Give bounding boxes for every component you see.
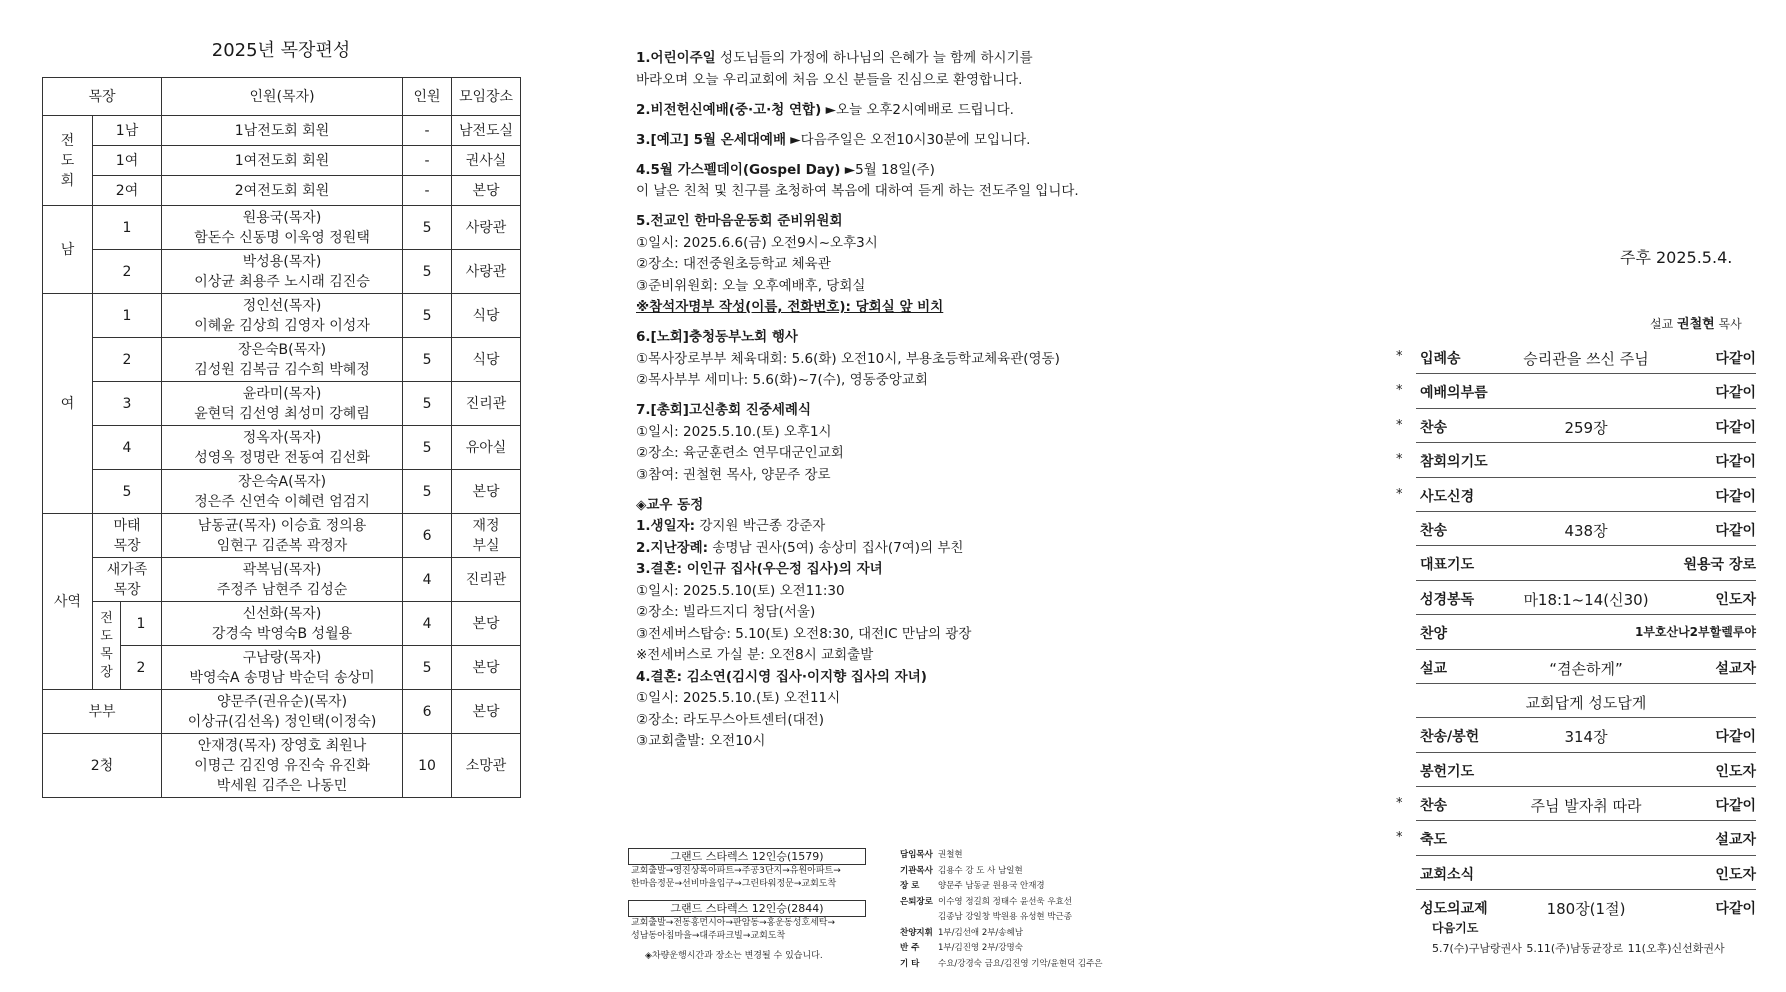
- order-leader: 다같이: [1715, 454, 1756, 471]
- staff-role: 장 로: [900, 881, 920, 891]
- staff-row: [900, 910, 1103, 926]
- order-label: 성도의교제: [1420, 901, 1488, 918]
- members-cell: 1여전도회 회원: [162, 146, 403, 176]
- order-detail: 259장: [1564, 418, 1608, 437]
- bus-route-2: [631, 917, 881, 943]
- members-cell: 양문주(권유순)(목자) 이상규(김선옥) 정인택(이정숙): [162, 690, 403, 734]
- members-cell: 곽복님(목자) 주정주 남현주 김성순: [162, 558, 403, 602]
- count-cell: 10: [403, 734, 452, 798]
- order-leader: 다같이: [1715, 385, 1756, 402]
- staff-row: [900, 864, 1103, 880]
- cell-table-title: 2025년 목장편성: [211, 40, 351, 61]
- cell-table: [42, 77, 521, 798]
- order-leader: 다같이: [1715, 901, 1756, 918]
- order-label: 참회의기도: [1420, 454, 1488, 471]
- order-leader: 다같이: [1715, 729, 1756, 746]
- news-heading: 3.결혼: 이인규 집사(우은정 집사)의 자녀: [636, 561, 883, 577]
- order-label: 찬송: [1420, 419, 1448, 436]
- count-cell: 6: [403, 514, 452, 558]
- news-heading: ◈교우 동정: [636, 496, 704, 513]
- sub-label: 1남: [93, 116, 162, 146]
- subgroup-label: 전 도 목 장: [93, 602, 121, 690]
- order-leader: 인도자: [1715, 866, 1756, 883]
- news-line: ①일시: 2025.5.10(토) 오전11:30: [636, 582, 845, 599]
- count-cell: -: [403, 176, 452, 206]
- place-cell: 본당: [452, 470, 521, 514]
- announcement-1: [636, 48, 1116, 70]
- count-cell: 5: [403, 294, 452, 338]
- order-label: 찬송: [1420, 522, 1448, 539]
- bus-route-line: 성남동아침마을→대주파크빌→교회도착: [631, 931, 786, 941]
- preacher-label: 설교: [1650, 317, 1674, 331]
- order-leader: 다같이: [1715, 522, 1756, 539]
- place-cell: 본당: [452, 602, 521, 646]
- members-cell: 정옥자(목자) 성영옥 정명란 전동여 김선화: [162, 426, 403, 470]
- staff-role: 담임목사: [900, 850, 933, 860]
- news-line: ②장소: 라도무스아트센터(대전): [636, 711, 824, 728]
- order-row: [1396, 478, 1756, 512]
- col-header-place: 모임장소: [452, 78, 521, 116]
- order-leader: 다같이: [1715, 488, 1756, 505]
- members-cell: 남동균(목자) 이승효 정의용 임현구 김준복 곽정자: [162, 514, 403, 558]
- staff-names: 1부/김선애 2부/송혜남: [938, 927, 1023, 938]
- count-cell: 5: [403, 206, 452, 250]
- place-cell: 남전도실: [452, 116, 521, 146]
- table-row: [43, 294, 521, 338]
- place-cell: 본당: [452, 176, 521, 206]
- news-label: 2.지난장례:: [636, 539, 709, 556]
- announcement-text: 이 날은 친척 및 친구를 초청하여 복음에 대하여 듣게 하는 전도주일 입니다.: [636, 183, 1079, 199]
- place-cell: 식당: [452, 338, 521, 382]
- announcement-line: ②장소: 육군훈련소 연무대군인교회: [636, 445, 844, 461]
- table-row: [43, 382, 521, 426]
- staff-row: [900, 879, 1103, 895]
- next-prayer-list: 5.7(수)구남랑권사 5.11(주)남동균장로 11(오후)신선화권사: [1432, 942, 1725, 955]
- order-detail: “겸손하게”: [1549, 659, 1623, 678]
- order-row: [1416, 856, 1756, 890]
- announcement-heading: 5.전교인 한마음운동회 준비위원회: [636, 213, 843, 229]
- col-header-members: 인원(목자): [162, 78, 403, 116]
- order-detail: 438장: [1564, 521, 1608, 540]
- group-label: 2청: [43, 734, 162, 798]
- order-row: [1416, 718, 1756, 752]
- sub-label: 2여: [93, 176, 162, 206]
- order-row: [1416, 650, 1756, 684]
- announcement-line: ③참여: 권철현 목사, 양문주 장로: [636, 466, 831, 483]
- news-line: ②장소: 빌라드지디 청담(서울): [636, 604, 816, 620]
- order-leader: 원용국 장로: [1683, 557, 1756, 574]
- bus-note: ◈차량운행시간과 장소는 변경될 수 있습니다.: [645, 951, 823, 961]
- order-label: 봉헌기도: [1420, 763, 1475, 780]
- col-header-count: 인원: [403, 78, 452, 116]
- news-heading: 4.결혼: 김소연(김시영 집사·이지향 집사의 자녀): [636, 668, 927, 685]
- place-cell: 본당: [452, 646, 521, 690]
- worship-order: [1396, 340, 1756, 924]
- staff-role: 반 주: [900, 943, 920, 953]
- table-row: [43, 690, 521, 734]
- news-line: ※전세버스로 가실 분: 오전8시 교회출발: [636, 647, 874, 663]
- order-theme: 교회답게 성도답게: [1525, 693, 1647, 712]
- order-label: 축도: [1420, 832, 1448, 849]
- announcement-line: ②장소: 대전중원초등학교 체육관: [636, 256, 831, 272]
- announcement-heading: 7.[총회]고신총회 진중세례식: [636, 402, 812, 418]
- place-cell: 재정 부실: [452, 514, 521, 558]
- members-cell: 원용국(목자) 함돈수 신동명 이욱영 정원택: [162, 206, 403, 250]
- staff-role: 기 타: [900, 958, 920, 969]
- order-detail: 180장(1절): [1546, 900, 1626, 919]
- order-label: 교회소식: [1420, 866, 1475, 883]
- table-row: [43, 338, 521, 382]
- group-label: 여: [43, 294, 93, 514]
- announcement-line: ②목사부부 세미나: 5.6(화)~7(수), 영동중앙교회: [636, 372, 928, 388]
- staff-names: 이수영 정길희 정태수 윤선욱 우효선: [938, 896, 1072, 907]
- group-label: 남: [43, 206, 93, 294]
- staff-row: [900, 926, 1103, 942]
- order-label: 찬송: [1420, 798, 1448, 815]
- order-row: [1396, 821, 1756, 855]
- order-row: [1396, 787, 1756, 821]
- order-star: *: [1396, 796, 1403, 812]
- staff-row: [900, 848, 1103, 864]
- count-cell: -: [403, 116, 452, 146]
- sub-label: 2: [121, 646, 162, 690]
- table-row: [43, 146, 521, 176]
- order-label: 입례송: [1420, 351, 1461, 367]
- sub-label: 1: [121, 602, 162, 646]
- announcement-text: ►5월 18일(주): [840, 161, 935, 178]
- order-row: [1416, 581, 1756, 615]
- members-cell: 박성용(목자) 이상균 최용주 노시래 김진승: [162, 250, 403, 294]
- staff-list: [900, 848, 1103, 972]
- staff-names: 권철현: [938, 850, 963, 860]
- news-line: ③교회출발: 오전10시: [636, 733, 766, 749]
- bus-route-line: 교회출발→영진상록아파트→주공3단지→유원아파트→: [631, 866, 841, 876]
- order-label: 사도신경: [1420, 488, 1475, 505]
- sub-label: 1: [93, 206, 162, 250]
- members-cell: 장은숙A(목자) 정은주 신연숙 이혜련 엄검지: [162, 470, 403, 514]
- order-row: [1396, 443, 1756, 477]
- place-cell: 권사실: [452, 146, 521, 176]
- announcement-3: [636, 130, 1116, 152]
- order-leader: 인도자: [1715, 763, 1756, 780]
- announcement-line: ①일시: 2025.6.6(금) 오전9시~오후3시: [636, 234, 878, 251]
- order-leader: 설교자: [1715, 832, 1756, 849]
- table-row: [43, 250, 521, 294]
- staff-row: [900, 941, 1103, 957]
- announcement-text: 성도님들의 가정에 하나님의 은혜가 늘 함께 하시기를: [715, 50, 1033, 66]
- preacher-title: 목사: [1718, 317, 1742, 331]
- staff-names: 1부/김진영 2부/강명숙: [938, 943, 1023, 953]
- group-label: 사역: [43, 514, 93, 690]
- staff-names: 김용수 강 도 사 남일현: [938, 865, 1023, 876]
- place-cell: 사랑관: [452, 206, 521, 250]
- bus-box-1: 그랜드 스타렉스 12인승(1579): [628, 848, 866, 865]
- announcements: [636, 48, 1116, 753]
- order-row: [1416, 615, 1756, 649]
- members-cell: 신선화(목자) 강경숙 박영숙B 성월용: [162, 602, 403, 646]
- members-cell: 구남랑(목자) 박영숙A 송명남 박순덕 송상미: [162, 646, 403, 690]
- sub-label: 새가족 목장: [93, 558, 162, 602]
- order-star: *: [1396, 830, 1403, 846]
- announcement-line: ③준비위원회: 오늘 오후예배후, 당회실: [636, 277, 866, 294]
- sub-label: 3: [93, 382, 162, 426]
- table-row: [43, 514, 521, 558]
- members-cell: 장은숙B(목자) 김성원 김복금 김수희 박혜정: [162, 338, 403, 382]
- count-cell: 5: [403, 338, 452, 382]
- staff-role: 찬양지휘: [900, 927, 933, 938]
- staff-row: [900, 895, 1103, 911]
- order-row: [1416, 512, 1756, 546]
- count-cell: 5: [403, 250, 452, 294]
- preacher-line: [1650, 313, 1742, 332]
- order-leader: 인도자: [1715, 591, 1756, 608]
- members-cell: 윤라미(목자) 윤현덕 김선영 최성미 강혜림: [162, 382, 403, 426]
- news-line: ①일시: 2025.5.10.(토) 오전11시: [636, 690, 841, 706]
- place-cell: 본당: [452, 690, 521, 734]
- members-cell: 2여전도회 회원: [162, 176, 403, 206]
- news-text: 강지원 박근종 강준자: [695, 518, 826, 534]
- count-cell: 5: [403, 382, 452, 426]
- table-row: [43, 176, 521, 206]
- order-detail: 마18:1~14(신30): [1523, 590, 1649, 609]
- announcement-4: [636, 160, 1116, 182]
- table-row: [43, 426, 521, 470]
- news-1: [636, 516, 1116, 538]
- place-cell: 진리관: [452, 382, 521, 426]
- group-label: 부부: [43, 690, 162, 734]
- announcement-note: ※참석자명부 작성(이름, 전화번호): 당회실 앞 비치: [636, 299, 944, 315]
- next-prayer-title: 다음기도: [1432, 921, 1479, 935]
- order-label: 예배의부름: [1420, 385, 1488, 402]
- bus-route-line: 교회출발→전동홍먼시아→판암동→홍운동성호세탁→: [631, 918, 836, 928]
- place-cell: 진리관: [452, 558, 521, 602]
- order-star: *: [1396, 383, 1403, 399]
- sub-label: 5: [93, 470, 162, 514]
- order-star: *: [1396, 452, 1403, 468]
- sub-label: 4: [93, 426, 162, 470]
- col-header-cell: 목장: [43, 78, 162, 116]
- table-row: [43, 602, 521, 646]
- table-row: [43, 558, 521, 602]
- news-2: [636, 538, 1116, 560]
- table-row: [43, 206, 521, 250]
- members-cell: 안재경(목자) 장영호 최원나 이명근 김진영 유진숙 유진화 박세원 김주은 나동민: [162, 734, 403, 798]
- order-label: 성경봉독: [1420, 591, 1475, 608]
- staff-names: 김종남 강일창 박원용 유성현 박근종: [938, 912, 1072, 922]
- announcement-line: ①일시: 2025.5.10.(토) 오후1시: [636, 423, 832, 440]
- announcement-text: ►오늘 오후2시예배로 드립니다.: [821, 101, 1014, 118]
- preacher-name: 권철현: [1677, 317, 1715, 332]
- sub-label: 마태 목장: [93, 514, 162, 558]
- order-leader: 다같이: [1715, 419, 1756, 436]
- order-leader: 1부호산나2부할렐루야: [1634, 625, 1756, 640]
- order-row: [1416, 684, 1756, 718]
- announcement-heading: 1.어린이주일: [636, 50, 716, 66]
- news-label: 1.생일자:: [636, 518, 696, 534]
- sub-label: 1: [93, 294, 162, 338]
- order-row: [1416, 753, 1756, 787]
- announcement-line: ①목사장로부부 체육대회: 5.6(화) 오전10시, 부용초등학교체육관(영동): [636, 350, 1060, 367]
- order-leader: 설교자: [1715, 660, 1756, 677]
- table-row: [43, 734, 521, 798]
- order-label: 설교: [1420, 660, 1448, 677]
- order-star: *: [1396, 417, 1403, 433]
- table-header-row: [43, 78, 521, 116]
- order-row: [1396, 374, 1756, 408]
- order-label: 대표기도: [1420, 557, 1475, 574]
- place-cell: 사랑관: [452, 250, 521, 294]
- members-cell: 1남전도회 회원: [162, 116, 403, 146]
- sub-label: 2: [93, 250, 162, 294]
- announcement-2: [636, 100, 1116, 122]
- place-cell: 유아실: [452, 426, 521, 470]
- order-leader: 다같이: [1715, 351, 1756, 367]
- count-cell: 5: [403, 470, 452, 514]
- count-cell: 6: [403, 690, 452, 734]
- bus-route-1: [631, 865, 881, 891]
- table-row: [43, 470, 521, 514]
- announcement-text: ►다음주일은 오전10시30분에 모입니다.: [785, 131, 1031, 148]
- staff-names: 양문주 남동균 원용국 안재경: [938, 881, 1045, 891]
- sub-label: 2: [93, 338, 162, 382]
- count-cell: 5: [403, 646, 452, 690]
- worship-date: 주후 2025.5.4.: [1620, 248, 1733, 267]
- sub-label: 1여: [93, 146, 162, 176]
- members-cell: 정인선(목자) 이혜윤 김상희 김영자 이성자: [162, 294, 403, 338]
- staff-row: [900, 957, 1103, 973]
- group-label: 전 도 회: [43, 116, 93, 206]
- place-cell: 식당: [452, 294, 521, 338]
- order-detail: 주님 발자취 따라: [1530, 797, 1642, 816]
- order-row: [1396, 409, 1756, 443]
- count-cell: 4: [403, 602, 452, 646]
- announcement-heading: 4.5월 가스펠데이(Gospel Day): [636, 161, 841, 178]
- count-cell: -: [403, 146, 452, 176]
- staff-role: 은퇴장로: [900, 896, 933, 907]
- place-cell: 소망관: [452, 734, 521, 798]
- bus-box-2: 그랜드 스타렉스 12인승(2844): [628, 900, 866, 917]
- table-row: [43, 116, 521, 146]
- order-row: [1416, 546, 1756, 580]
- order-leader: 다같이: [1715, 798, 1756, 815]
- order-star: *: [1396, 349, 1403, 364]
- count-cell: 5: [403, 426, 452, 470]
- order-row: [1396, 340, 1756, 374]
- order-label: 찬송/봉헌: [1420, 729, 1480, 746]
- announcement-heading: 6.[노회]충청동부노회 행사: [636, 329, 798, 345]
- order-label: 찬양: [1420, 626, 1448, 643]
- order-detail: 314장: [1564, 728, 1608, 747]
- order-star: *: [1396, 486, 1403, 502]
- staff-role: 기관목사: [900, 865, 933, 876]
- news-line: ③전세버스탑승: 5.10(토) 오전8:30, 대전IC 만남의 광장: [636, 625, 972, 642]
- announcement-heading: 3.[예고] 5월 온세대예배: [636, 131, 786, 148]
- order-detail: 승리관을 쓰신 주님: [1523, 350, 1649, 368]
- news-text: 송명남 권사(5여) 송상미 집사(7여)의 부친: [708, 539, 964, 556]
- staff-names: 수요/강경숙 금요/김진영 기악/윤현덕 김주은: [938, 958, 1103, 969]
- announcement-text: 바라오며 오늘 우리교회에 처음 오신 분들을 진심으로 환영합니다.: [636, 71, 1023, 88]
- bus-route-line: 한마음정문→선비마을입구→그린타워정문→교회도착: [631, 879, 837, 889]
- announcement-heading: 2.비전헌신예배(중·고·청 연합): [636, 101, 822, 118]
- count-cell: 4: [403, 558, 452, 602]
